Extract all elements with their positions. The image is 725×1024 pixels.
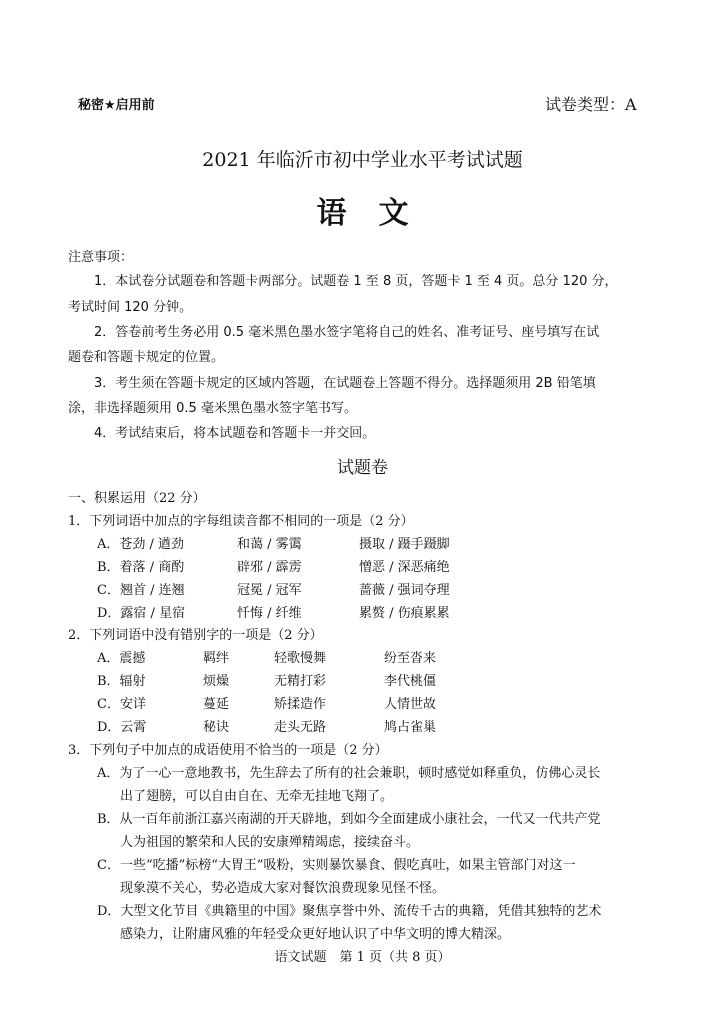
q3-option-d-line-2: 感染力，让附庸风雅的年轻受众更好地认识了中华文明的博大精深。 — [120, 927, 511, 942]
question-1-stem: 1．下列词语中加点的字每组读音都不相同的一项是（2 分） — [68, 514, 414, 529]
q3-option-d-line-1: D．大型文化节目《典籍里的中国》聚焦享誉中外、流传千古的典籍，凭借其独特的艺术 — [97, 904, 602, 919]
note-3-line-2: 涂，非选择题须用 0.5 毫米黑色墨水签字笔书写。 — [68, 401, 357, 416]
q1-option-c-1: C．翘首 / 连翘 — [97, 583, 185, 598]
q3-option-c-line-2: 现象漠不关心，势必造成大家对餐饮浪费现象见怪不怪。 — [120, 881, 446, 896]
exam-title: 2021 年临沂市初中学业水平考试试题 — [202, 149, 523, 171]
q3-option-b-line-2: 人为祖国的繁荣和人民的安康殚精竭虑，接续奋斗。 — [120, 835, 420, 850]
q2-option-d-3: 走头无路 — [274, 720, 327, 735]
note-1-line-1: 1．本试卷分试题卷和答题卡两部分。试题卷 1 至 8 页，答题卡 1 至 4 页。总分 120 分， — [94, 274, 618, 289]
part-1-title: 一、积累运用（22 分） — [68, 491, 206, 506]
notes-heading: 注意事项： — [68, 250, 134, 265]
q3-option-a-line-1: A．为了一心一意地教书，先生辞去了所有的社会兼职，顿时感觉如释重负，仿佛心灵长 — [97, 766, 601, 781]
q1-option-d-2: 忏悔 / 纤维 — [237, 606, 302, 621]
subject-title: 语文 — [316, 196, 441, 231]
q2-option-c-4: 人情世故 — [384, 697, 437, 712]
section-title: 试题卷 — [337, 458, 388, 478]
q3-option-c-line-1: C．一些“吃播”标榜“大胃王”吸粉，实则暴饮暴食、假吃真吐，如果主管部门对这一 — [97, 858, 576, 873]
q2-option-b-4: 李代桃僵 — [384, 674, 437, 689]
q1-option-b-3: 憎恶 / 深恶痛绝 — [359, 560, 450, 575]
q2-option-d-1: D．云霄 — [97, 720, 147, 735]
q2-option-c-1: C．安详 — [97, 697, 146, 712]
q2-option-b-2: 烦燥 — [203, 674, 230, 689]
q1-option-b-2: 辟邪 / 霹雳 — [237, 560, 302, 575]
q1-option-a-3: 摄取 / 蹑手蹑脚 — [359, 537, 450, 552]
q2-option-a-1: A．震撼 — [97, 651, 146, 666]
note-2-line-1: 2．答卷前考生务必用 0.5 毫米黑色墨水签字笔将自己的姓名、准考证号、座号填写在试 — [94, 325, 600, 340]
q1-option-a-2: 和蔼 / 雾霭 — [237, 537, 302, 552]
q2-option-b-1: B．辐射 — [97, 674, 146, 689]
confidential-label: 秘密★启用前 — [78, 98, 155, 113]
note-3-line-1: 3．考生须在答题卡规定的区域内答题，在试题卷上答题不得分。选择题须用 2B 铅笔填 — [94, 376, 596, 391]
q2-option-d-4: 鸠占雀巢 — [384, 720, 437, 735]
q2-option-a-4: 纷至沓来 — [384, 651, 437, 666]
q2-option-c-2: 蔓延 — [203, 697, 230, 712]
q3-option-a-line-2: 出了翅膀，可以自由自在、无牵无挂地飞翔了。 — [120, 789, 394, 804]
question-2-stem: 2．下列词语中没有错别字的一项是（2 分） — [68, 628, 323, 643]
q1-option-a-1: A．苍劲 / 遒劲 — [97, 537, 185, 552]
q1-option-c-2: 冠冕 / 冠军 — [237, 583, 302, 598]
q1-option-d-1: D．露宿 / 星宿 — [97, 606, 186, 621]
q2-option-a-2: 羁绊 — [203, 651, 230, 666]
question-3-stem: 3．下列句子中加点的成语使用不恰当的一项是（2 分） — [68, 743, 388, 758]
note-1-line-2: 考试时间 120 分钟。 — [68, 300, 193, 315]
q2-option-d-2: 秘诀 — [203, 720, 230, 735]
q3-option-b-line-1: B．从一百年前浙江嘉兴南湖的开天辟地，到如今全面建成小康社会，一代又一代共产党 — [97, 812, 601, 827]
q2-option-a-3: 轻歌慢舞 — [274, 651, 327, 666]
q1-option-c-3: 蔷薇 / 强词夺理 — [359, 583, 450, 598]
paper-type-label: 试卷类型：A — [545, 95, 637, 114]
q2-option-b-3: 无精打彩 — [274, 674, 327, 689]
q1-option-d-3: 累赘 / 伤痕累累 — [359, 606, 450, 621]
note-2-line-2: 题卷和答题卡规定的位置。 — [68, 350, 225, 365]
note-4-line-1: 4．考试结束后，将本试题卷和答题卡一并交回。 — [94, 426, 376, 441]
q2-option-c-3: 矫揉造作 — [274, 697, 327, 712]
page-footer: 语文试题 第 1 页（共 8 页） — [274, 950, 451, 965]
q1-option-b-1: B．着落 / 商酌 — [97, 560, 185, 575]
